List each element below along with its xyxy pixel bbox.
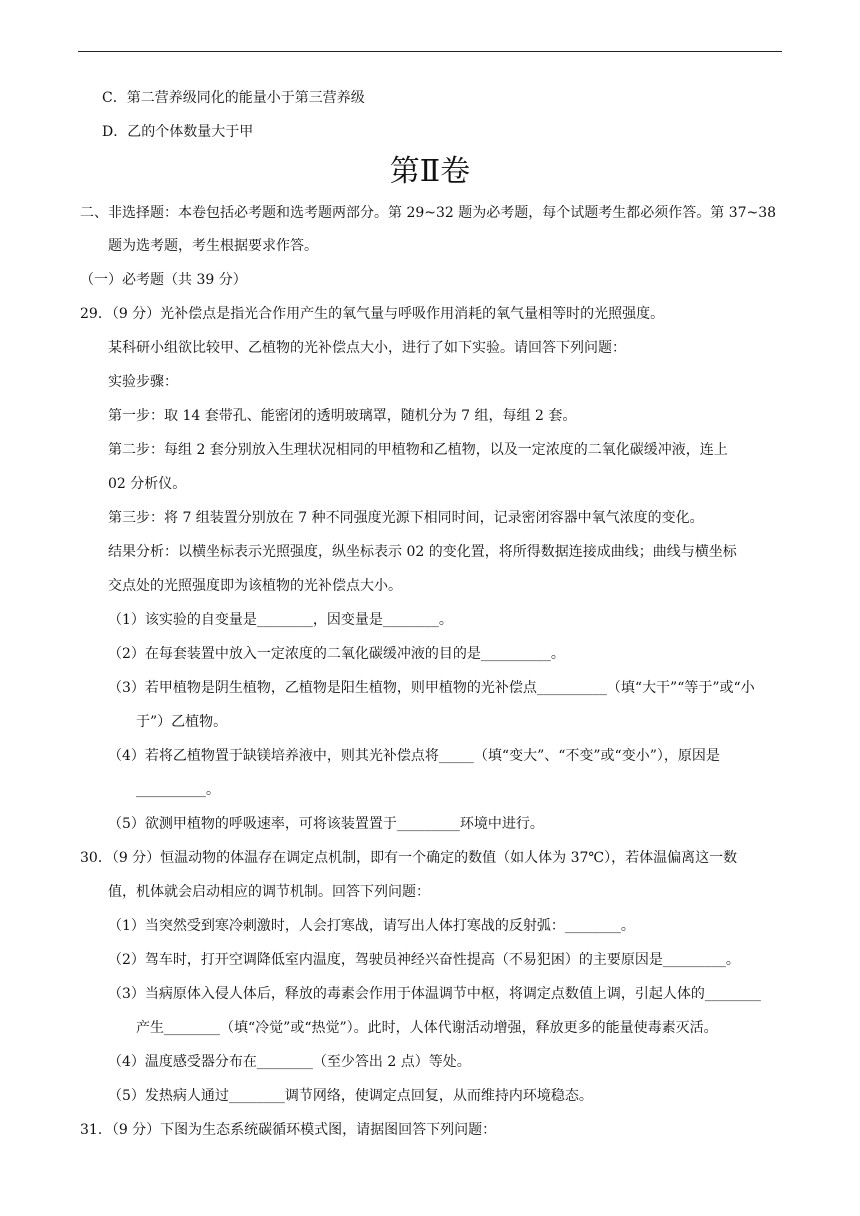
q30-sub3-line1: （3）当病原体入侵人体后，释放的毒素会作用于体温调节中枢，将调定点数值上调，引起人体的________ xyxy=(108,986,761,1002)
section-intro-line1: 二、非选择题：本卷包括必考题和选考题两部分。第 29~32 题为必考题，每个试题考生都必须作答。第 37~38 xyxy=(80,205,777,221)
q29-sub3-line1: （3）若甲植物是阴生植物，乙植物是阳生植物，则甲植物的光补偿点__________（填“大干”“等于”或“小 xyxy=(108,680,755,696)
q29-analysis-line2: 交点处的光照强度即为该植物的光补偿点大小。 xyxy=(108,578,402,594)
section-intro-line2: 题为选考题，考生根据要求作答。 xyxy=(108,238,318,254)
q29-analysis-line1: 结果分析：以横坐标表示光照强度，纵坐标表示 02 的变化置，将所得数据连接成曲线；曲线与横坐标 xyxy=(108,544,737,560)
q30-sub5: （5）发热病人通过________调节网络，使调定点回复，从而维持内环境稳态。 xyxy=(108,1088,593,1104)
header-rule xyxy=(78,51,782,52)
section-title: 第Ⅱ卷 xyxy=(389,154,471,189)
q29-sub2: （2）在每套装置中放入一定浓度的二氧化碳缓冲液的目的是__________。 xyxy=(108,646,565,662)
q29-sub3-line2: 于”）乙植物。 xyxy=(136,714,228,730)
q30-sub3-line2: 产生________（填“冷觉”或“热觉”）。此时，人体代谢活动增强，释放更多的能量使毒素灭活。 xyxy=(136,1020,718,1036)
q29-stem: 29．（9 分）光补偿点是指光合作用产生的氧气量与呼吸作用消耗的氧气量相等时的光照强度。 xyxy=(80,306,665,322)
q29-sub4-line2: __________。 xyxy=(136,782,220,798)
q30-stem-line2: 值，机体就会启动相应的调节机制。回答下列问题： xyxy=(108,884,430,900)
q31-stem: 31．（9 分）下图为生态系统碳循环模式图，请据图回答下列问题： xyxy=(80,1122,497,1138)
q29-step1: 第一步：取 14 套带孔、能密闭的透明玻璃罩，随机分为 7 组，每组 2 套。 xyxy=(108,408,577,424)
q29-intro: 某科研小组欲比较甲、乙植物的光补偿点大小，进行了如下实验。请回答下列问题： xyxy=(108,340,626,356)
required-header: （一）必考题（共 39 分） xyxy=(80,272,247,288)
option-c: C．第二营养级同化的能量小于第三营养级 xyxy=(102,90,365,106)
q30-sub2: （2）驾车时，打开空调降低室内温度，驾驶员神经兴奋性提高（不易犯困）的主要原因是_________。 xyxy=(108,952,740,968)
q30-sub1: （1）当突然受到寒冷刺激时，人会打寒战，请写出人体打寒战的反射弧：________。 xyxy=(108,918,635,934)
q29-sub4-line1: （4）若将乙植物置于缺镁培养液中，则其光补偿点将_____（填“变大”、“不变”或“变小”），原因是 xyxy=(108,748,720,764)
q29-steps-label: 实验步骤： xyxy=(108,374,178,390)
q29-step3: 第三步：将 7 组装置分别放在 7 种不同强度光源下相同时间，记录密闭容器中氧气浓度的变化。 xyxy=(108,510,704,526)
q29-step2-line1: 第二步：每组 2 套分别放入生理状况相同的甲植物和乙植物，以及一定浓度的二氧化碳缓冲液，连上 xyxy=(108,442,728,458)
q29-step2-line2: 02 分析仪。 xyxy=(108,476,187,492)
option-d: D．乙的个体数量大于甲 xyxy=(102,124,254,140)
q30-stem-line1: 30．（9 分）恒温动物的体温存在调定点机制，即有一个确定的数值（如人体为 37℃），若体温偏离这一数 xyxy=(80,850,738,866)
q30-sub4: （4）温度感受器分布在________（至少答出 2 点）等处。 xyxy=(108,1054,471,1070)
q29-sub5: （5）欲测甲植物的呼吸速率，可将该装置置于_________环境中进行。 xyxy=(108,816,544,832)
q29-sub1: （1）该实验的自变量是________，因变量是________。 xyxy=(108,612,453,628)
